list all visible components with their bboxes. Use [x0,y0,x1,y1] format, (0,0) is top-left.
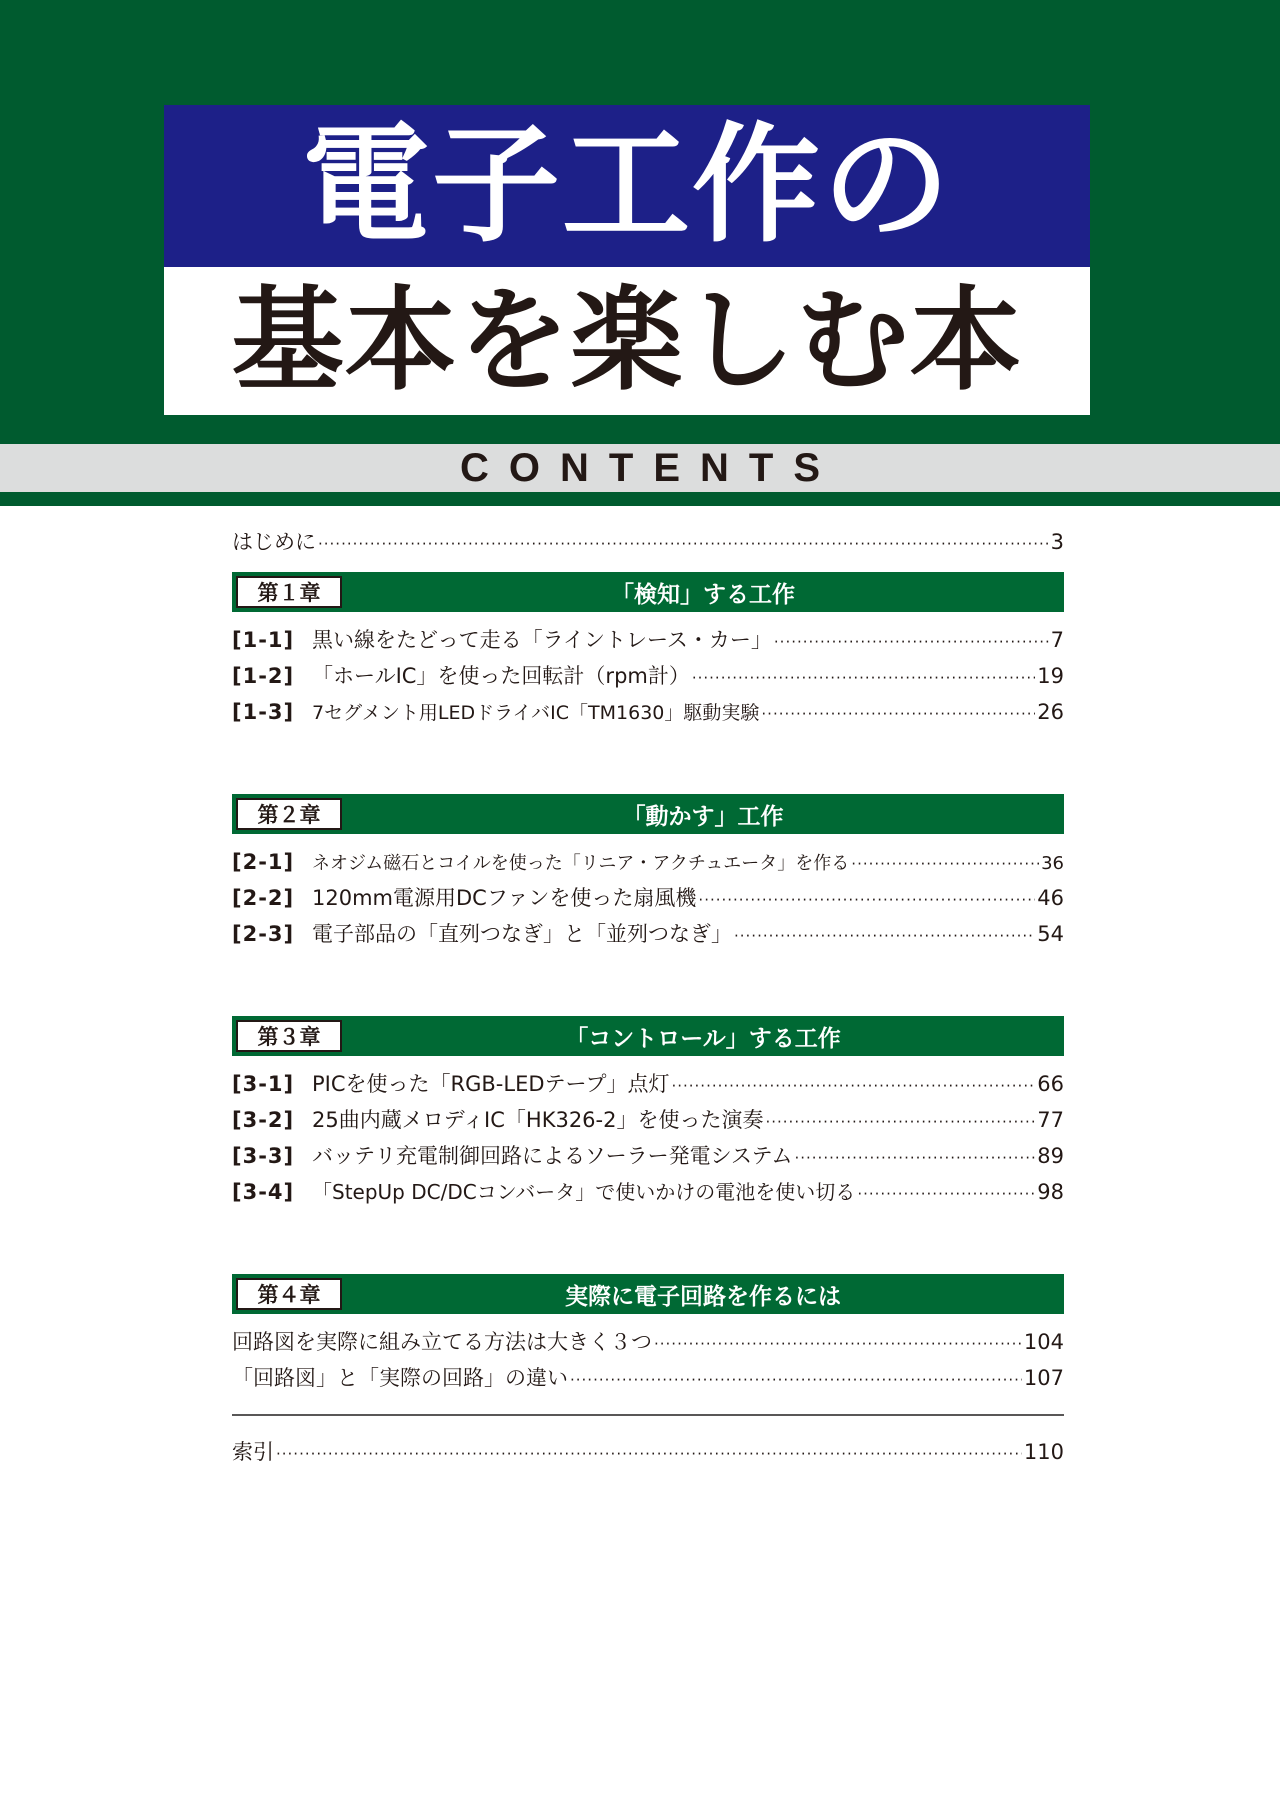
section-page: 107 [1023,1366,1064,1390]
toc-entry-3-1[interactable] [232,1066,1064,1102]
section-number: [2-1] [232,850,295,874]
section-page: 26 [1037,700,1064,724]
book-title-line-1: 電子工作の [301,111,952,260]
dot-leader [698,882,1035,918]
section-number: [3-2] [232,1108,295,1132]
section-title: ネオジム磁石とコイルを使った「リニア・アクチュエータ」を作る [312,853,850,874]
dot-leader [765,1104,1035,1140]
section-number: [1-3] [232,700,295,724]
toc-entry-4-2[interactable] [232,1360,1064,1396]
section-title: バッテリ充電制御回路によるソーラー発電システム [312,1144,793,1168]
chapter-label: 第１章 [236,576,342,608]
toc-entry-index[interactable] [232,1434,1064,1470]
section-title: 7セグメント用LEDドライバIC「TM1630」駆動実験 [312,702,760,724]
section-number: [3-4] [232,1180,295,1204]
book-title-line-2: 基本を楽しむ本 [231,276,1023,406]
toc-entry-1-2[interactable] [232,658,1064,694]
chapter-title: 実際に電子回路を作るには [565,1283,841,1310]
section-title: 「StepUp DC/DCコンバータ」で使いかけの電池を使い切る [312,1180,856,1204]
chapter-title: 「動かす」工作 [622,803,784,830]
toc-entry-2-1[interactable] [232,844,1064,880]
dot-leader [857,1176,1035,1212]
section-page: 104 [1023,1330,1064,1354]
dot-leader [734,918,1035,954]
section-title: 「ホールIC」を使った回転計（rpm計） [312,664,690,688]
section-number: [1-1] [232,628,295,652]
spacer [232,1210,1064,1262]
section-title: 電子部品の「直列つなぎ」と「並列つなぎ」 [312,922,732,946]
chapter-title: 「コントロール」する工作 [565,1025,841,1052]
toc-entry-4-1[interactable] [232,1324,1064,1360]
section-page: 36 [1041,853,1064,874]
toc-entry-1-3[interactable] [232,694,1064,730]
section-title: 回路図を実際に組み立てる方法は大きく３つ [232,1330,652,1354]
section-page: 46 [1037,886,1064,910]
chapter-header-2[interactable] [232,794,1064,834]
toc-divider [232,1414,1064,1416]
chapter-header-4[interactable] [232,1274,1064,1314]
dot-leader [570,1362,1022,1398]
section-title: 黒い線をたどって走る「ライントレース・カー」 [312,628,772,652]
toc-entry-2-3[interactable] [232,916,1064,952]
section-title: 25曲内蔵メロディIC「HK326-2」を使った演奏 [312,1108,764,1132]
dot-leader [276,1436,1022,1472]
dot-leader [318,526,1049,562]
contents-band [0,444,1280,492]
table-of-contents [232,524,1064,1470]
section-page: 19 [1037,664,1064,688]
section-title: 「回路図」と「実際の回路」の違い [232,1366,568,1390]
dot-leader [794,1140,1035,1176]
header-banner [0,0,1280,506]
section-page: 66 [1037,1072,1064,1096]
title-line-2-box [164,267,1090,415]
section-number: [2-2] [232,886,295,910]
toc-entry-3-2[interactable] [232,1102,1064,1138]
section-number: [3-1] [232,1072,295,1096]
section-page: 98 [1037,1180,1064,1204]
toc-entry-intro[interactable] [232,524,1064,560]
contents-heading: CONTENTS [460,445,840,490]
section-number: [1-2] [232,664,295,688]
spacer [232,730,1064,782]
section-title: 120mm電源用DCファンを使った扇風機 [312,886,697,910]
section-page: 89 [1037,1144,1064,1168]
toc-entry-page: 110 [1023,1440,1064,1464]
section-page: 54 [1037,922,1064,946]
section-page: 7 [1050,628,1064,652]
chapter-label: 第２章 [236,798,342,830]
toc-entry-page: 3 [1050,530,1064,554]
chapter-label: 第４章 [236,1278,342,1310]
toc-entry-title: 索引 [232,1440,274,1464]
dot-leader [692,660,1035,696]
section-title: PICを使った「RGB-LEDテープ」点灯 [312,1072,670,1096]
dot-leader [851,846,1039,882]
section-number: [3-3] [232,1144,295,1168]
dot-leader [671,1068,1035,1104]
chapter-header-3[interactable] [232,1016,1064,1056]
toc-entry-1-1[interactable] [232,622,1064,658]
chapter-label: 第３章 [236,1020,342,1052]
toc-entry-3-3[interactable] [232,1138,1064,1174]
spacer [232,952,1064,1004]
toc-entry-2-2[interactable] [232,880,1064,916]
dot-leader [654,1326,1022,1362]
title-line-1-box [164,105,1090,267]
dot-leader [761,696,1035,732]
toc-entry-3-4[interactable] [232,1174,1064,1210]
chapter-header-1[interactable] [232,572,1064,612]
section-page: 77 [1037,1108,1064,1132]
dot-leader [774,624,1049,660]
toc-entry-title: はじめに [232,530,316,554]
section-number: [2-3] [232,922,295,946]
chapter-title: 「検知」する工作 [611,581,795,608]
